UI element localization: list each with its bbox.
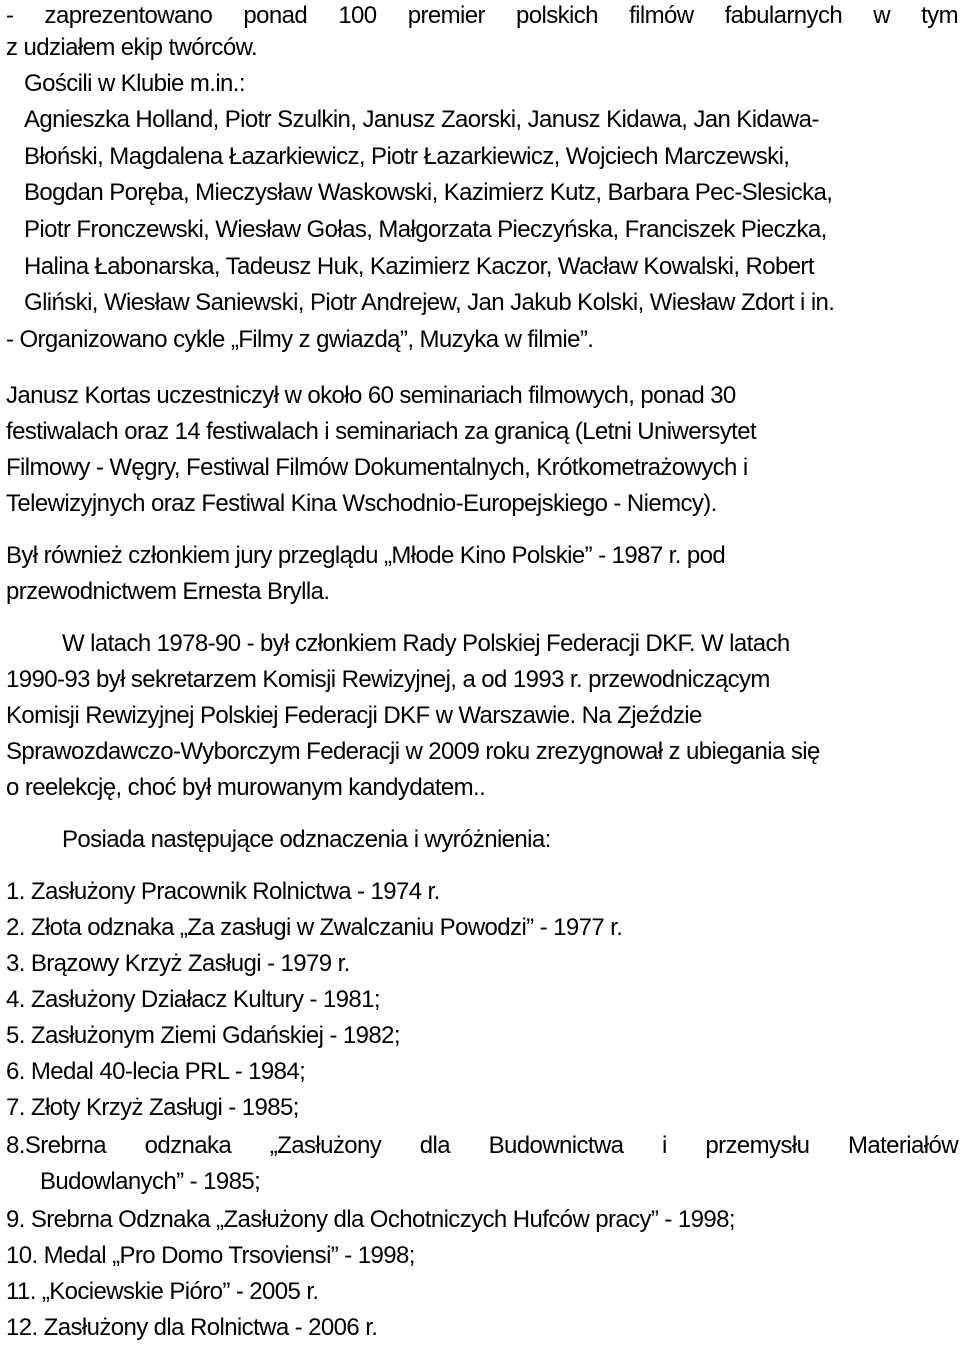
text-line-13: Filmowy - Węgry, Festiwal Filmów Dokumentalnych, Krótkometrażowych i: [6, 454, 748, 481]
award-item-1: 1. Zasłużony Pracownik Rolnictwa - 1974 r.: [6, 878, 440, 905]
award-item-8: [6, 1130, 958, 1162]
text-line-1-word: w: [873, 2, 890, 29]
text-line-1-word: fabularnych: [724, 2, 843, 29]
text-line-19: Komisji Rewizyjnej Polskiej Federacji DKF w Warszawie. Na Zjeździe: [6, 702, 702, 729]
text-line-14: Telewizyjnych oraz Festiwal Kina Wschodnio-Europejskiego - Niemcy).: [6, 490, 717, 517]
text-line-11: Janusz Kortas uczestniczył w około 60 seminariach filmowych, ponad 30: [6, 382, 736, 409]
text-line-18: 1990-93 był sekretarzem Komisji Rewizyjnej, a od 1993 r. przewodniczącym: [6, 666, 770, 693]
award-item-9: 9. Srebrna Odznaka „Zasłużony dla Ochotniczych Hufców pracy” - 1998;: [6, 1206, 735, 1233]
text-line-1: [6, 0, 958, 32]
text-line-10: - Organizowano cykle „Filmy z gwiazdą”, Muzyka w filmie”.: [6, 326, 594, 353]
award-item-12: 12. Zasłużony dla Rolnictwa - 2006 r.: [6, 1314, 378, 1341]
text-line-1-word: tym: [921, 2, 958, 29]
award-item-2: 2. Złota odznaka „Za zasługi w Zwalczaniu Powodzi” - 1977 r.: [6, 914, 623, 941]
award-item-4: 4. Zasłużony Działacz Kultury - 1981;: [6, 986, 380, 1013]
award-item-8-word: 8.Srebrna: [6, 1132, 106, 1159]
award-item-7: 7. Złoty Krzyż Zasługi - 1985;: [6, 1094, 299, 1121]
text-line-1-word: premier: [407, 2, 485, 29]
text-line-15: Był również członkiem jury przeglądu „Młode Kino Polskie” - 1987 r. pod: [6, 542, 726, 569]
award-item-6: 6. Medal 40-lecia PRL - 1984;: [6, 1058, 306, 1085]
text-line-7: Piotr Fronczewski, Wiesław Gołas, Małgorzata Pieczyńska, Franciszek Pieczka,: [24, 216, 827, 243]
award-item-8-continuation: Budowlanych” - 1985;: [40, 1168, 261, 1195]
award-item-10: 10. Medal „Pro Domo Trsoviensi” - 1998;: [6, 1242, 415, 1269]
text-line-1-word: 100: [338, 2, 377, 29]
award-item-11: 11. „Kociewskie Pióro” - 2005 r.: [6, 1278, 319, 1305]
award-item-8-word: dla: [419, 1132, 450, 1159]
awards-heading: Posiada następujące odznaczenia i wyróżnienia:: [62, 826, 551, 853]
award-item-8-word: Materiałów: [847, 1132, 958, 1159]
award-item-8-word: odznaka: [144, 1132, 232, 1159]
award-item-8-word: „Zasłużony: [269, 1132, 382, 1159]
text-line-1-word: -: [6, 2, 14, 29]
text-line-17: W latach 1978-90 - był członkiem Rady Polskiej Federacji DKF. W latach: [62, 630, 790, 657]
text-line-6: Bogdan Poręba, Mieczysław Waskowski, Kazimierz Kutz, Barbara Pec-Slesicka,: [24, 179, 833, 206]
award-item-5: 5. Zasłużonym Ziemi Gdańskiej - 1982;: [6, 1022, 400, 1049]
text-line-1-word: ponad: [243, 2, 308, 29]
text-line-1-word: filmów: [629, 2, 694, 29]
text-line-2: z udziałem ekip twórców.: [6, 34, 258, 61]
award-item-8-word: przemysłu: [705, 1132, 810, 1159]
text-line-20: Sprawozdawczo-Wyborczym Federacji w 2009 roku zrezygnował z ubiegania się: [6, 738, 820, 765]
text-line-16: przewodnictwem Ernesta Brylla.: [6, 578, 330, 605]
text-line-9: Gliński, Wiesław Saniewski, Piotr Andrejew, Jan Jakub Kolski, Wiesław Zdort i in.: [24, 289, 835, 316]
award-item-8-word: i: [662, 1132, 667, 1159]
award-item-3: 3. Brązowy Krzyż Zasługi - 1979 r.: [6, 950, 350, 977]
text-line-21: o reelekcję, choć był murowanym kandydatem..: [6, 774, 486, 801]
text-line-8: Halina Łabonarska, Tadeusz Huk, Kazimierz Kaczor, Wacław Kowalski, Robert: [24, 253, 814, 280]
text-line-4: Agnieszka Holland, Piotr Szulkin, Janusz Zaorski, Janusz Kidawa, Jan Kidawa-: [24, 106, 819, 133]
text-line-3: Gościli w Klubie m.in.:: [24, 70, 245, 97]
text-line-12: festiwalach oraz 14 festiwalach i seminariach za granicą (Letni Uniwersytet: [6, 418, 757, 445]
text-line-1-word: zaprezentowano: [44, 2, 213, 29]
award-item-8-word: Budownictwa: [488, 1132, 624, 1159]
text-line-1-word: polskich: [516, 2, 598, 29]
text-line-5: Błoński, Magdalena Łazarkiewicz, Piotr Łazarkiewicz, Wojciech Marczewski,: [24, 143, 790, 170]
